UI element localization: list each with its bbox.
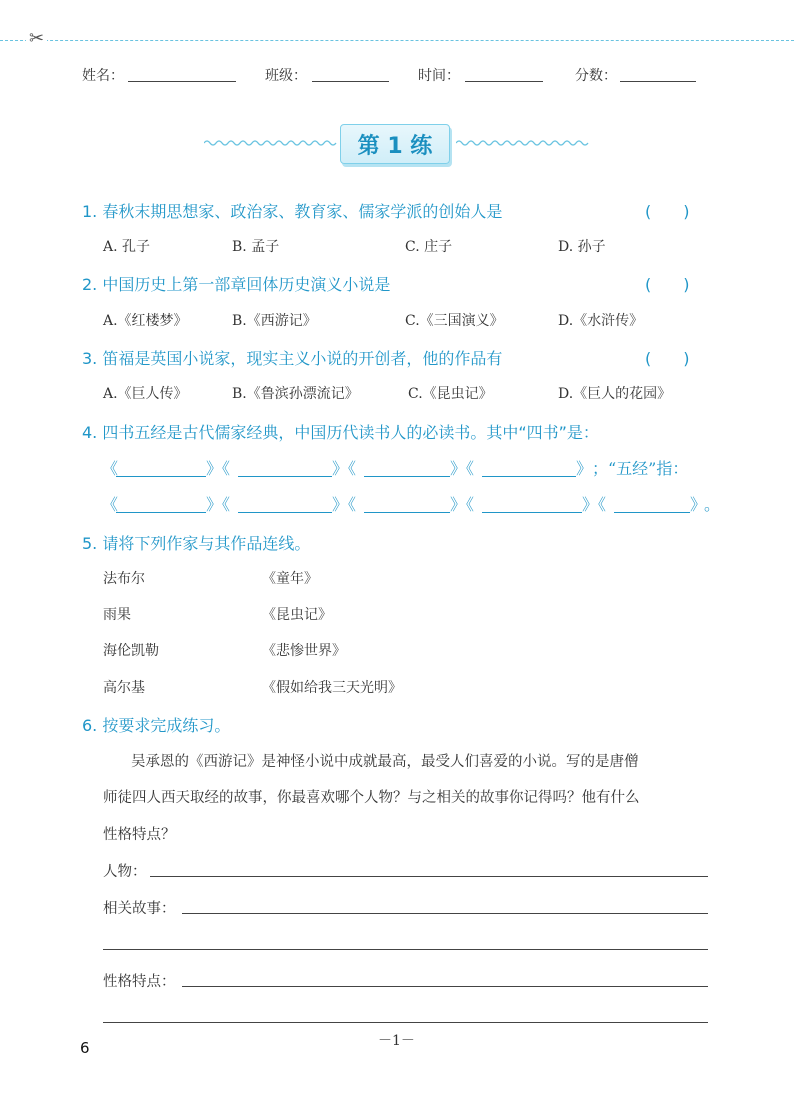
author-item[interactable]: 海伦凯勒 [103,643,159,659]
four-books-blank-3[interactable] [364,476,450,477]
five-classics-blank-4[interactable] [482,512,582,513]
book-bracket: 》《 [450,459,475,478]
q2-option-d[interactable]: D.《水浒传》 [558,313,644,329]
scissors-icon: ✂ [26,29,47,49]
q1-option-a[interactable]: A. 孔子 [103,239,151,255]
book-bracket: 》《 [450,495,475,514]
book-bracket: 》《 [332,495,357,514]
five-classics-blank-5[interactable] [614,512,690,513]
book-bracket: 》《 [332,459,357,478]
question-4: 4. 四书五经是古代儒家经典，中国历代读书人的必读书。其中“四书”是： [82,423,599,442]
time-field[interactable] [465,81,543,82]
answer-box-2[interactable]: ( ) [645,275,690,294]
q3-option-c[interactable]: C.《昆虫记》 [408,386,493,402]
title-banner [200,124,594,164]
question-1: 1. 春秋末期思想家、政治家、教育家、儒家学派的创始人是 [82,202,503,221]
q1-option-c[interactable]: C. 庄子 [405,239,453,255]
author-item[interactable]: 高尔基 [103,680,145,696]
character-label: 人物： [103,864,147,880]
book-bracket: 》《 [206,459,231,478]
student-info-row [0,63,794,87]
question-3: 3. 笛福是英国小说家，现实主义小说的开创者，他的作品有 [82,349,503,368]
character-answer-line[interactable] [150,876,708,877]
traits-answer-line-1[interactable] [182,986,708,987]
page-title: 第 1 练 [340,124,450,164]
question-5: 5. 请将下列作家与其作品连线。 [82,534,311,553]
book-bracket: 》《 [582,495,607,514]
question-6: 6. 按要求完成练习。 [82,716,231,735]
author-item[interactable]: 雨果 [103,607,131,623]
name-label: 姓名： [82,68,124,84]
book-bracket: 《 [102,495,119,514]
traits-answer-line-2[interactable] [103,1022,708,1023]
name-field[interactable] [128,81,236,82]
q3-option-d[interactable]: D.《巨人的花园》 [558,386,672,402]
page-number: －1－ [378,1033,415,1049]
q2-option-b[interactable]: B.《西游记》 [232,313,317,329]
work-item[interactable]: 《昆虫记》 [262,607,332,623]
time-label: 时间： [418,68,460,84]
five-classics-blank-3[interactable] [364,512,450,513]
book-bracket: 》 [690,495,707,514]
q3-option-b[interactable]: B.《鲁滨孙漂流记》 [232,386,359,402]
author-item[interactable]: 法布尔 [103,571,145,587]
work-item[interactable]: 《悲惨世界》 [262,643,346,659]
passage-line-3: 性格特点？ [103,827,176,843]
answer-box-3[interactable]: ( ) [645,349,690,368]
cut-line [0,40,794,41]
corner-page-number: 6 [80,1039,90,1057]
score-field[interactable] [620,81,696,82]
q2-option-c[interactable]: C.《三国演义》 [405,313,504,329]
passage-line-1: 吴承恩的《西游记》是神怪小说中成就最高，最受人们喜爱的小说。写的是唐僧 [131,754,639,770]
five-classics-label: ；“五经”指： [592,459,689,478]
q1-option-b[interactable]: B. 孟子 [232,239,280,255]
question-2: 2. 中国历史上第一部章回体历史演义小说是 [82,275,391,294]
four-books-blank-2[interactable] [238,476,332,477]
score-label: 分数： [575,68,617,84]
q1-option-d[interactable]: D. 孙子 [558,239,606,255]
five-classics-blank-2[interactable] [238,512,332,513]
work-item[interactable]: 《假如给我三天光明》 [262,680,402,696]
traits-label: 性格特点： [103,974,176,990]
book-bracket: 》 [576,459,593,478]
class-label: 班级： [265,68,307,84]
story-answer-line-2[interactable] [103,949,708,950]
passage-line-2: 师徒四人西天取经的故事，你最喜欢哪个人物？与之相关的故事你记得吗？他有什么 [103,790,640,806]
period-mark: 。 [704,495,721,514]
left-wave-decoration [204,139,340,147]
q2-option-a[interactable]: A.《红楼梦》 [103,313,188,329]
five-classics-blank-1[interactable] [116,512,206,513]
four-books-blank-1[interactable] [116,476,206,477]
story-answer-line-1[interactable] [182,913,708,914]
q3-option-a[interactable]: A.《巨人传》 [103,386,188,402]
book-bracket: 《 [102,459,119,478]
class-field[interactable] [312,81,389,82]
book-bracket: 》《 [206,495,231,514]
four-books-blank-4[interactable] [482,476,576,477]
right-wave-decoration [456,139,592,147]
story-label: 相关故事： [103,901,176,917]
answer-box-1[interactable]: ( ) [645,202,690,221]
work-item[interactable]: 《童年》 [262,571,318,587]
